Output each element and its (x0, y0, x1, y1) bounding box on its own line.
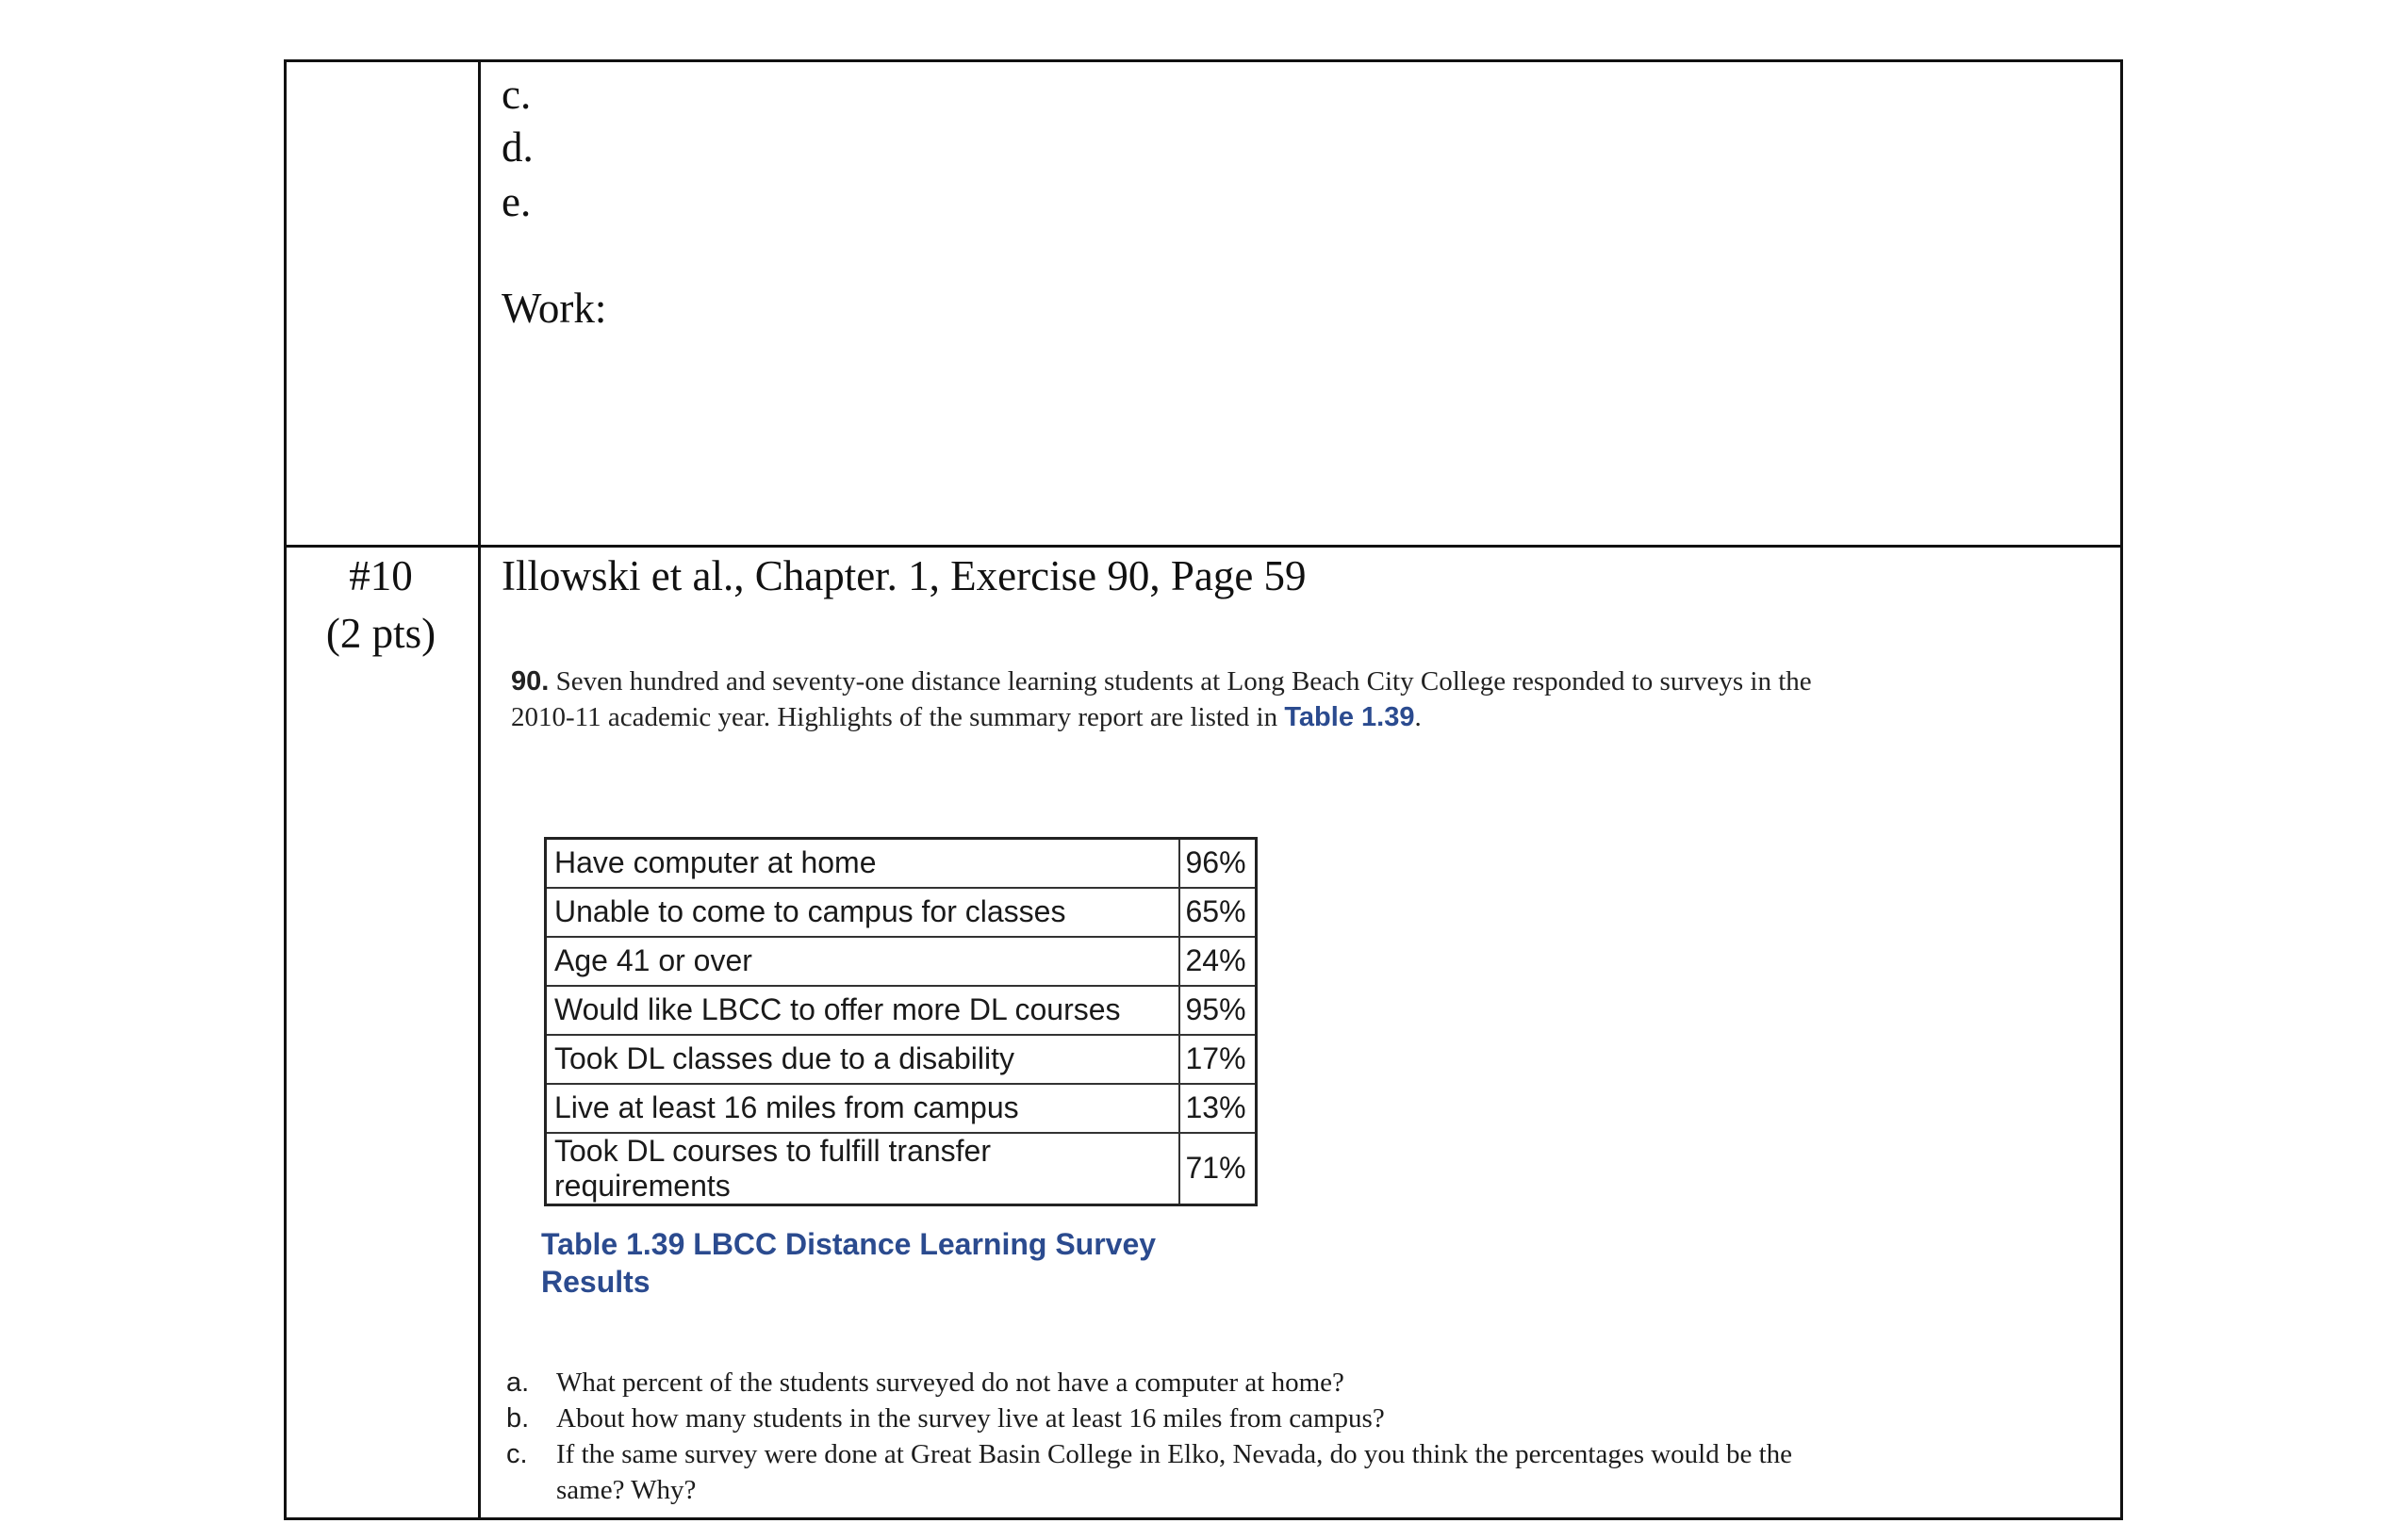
assignment-table (284, 59, 2123, 1520)
table-caption-line-1: Table 1.39 LBCC Distance Learning Survey (541, 1227, 1157, 1261)
question-letter: b. (506, 1403, 530, 1434)
exercise-sentence-2: 2010-11 academic year. Highlights of the summary report are listed in (511, 702, 1285, 732)
survey-table-row (546, 839, 1257, 888)
survey-table-row (546, 1035, 1257, 1084)
table-caption-line-2: Results (541, 1265, 650, 1299)
question-text: About how many students in the survey live at least 16 miles from campus? (556, 1403, 1385, 1434)
survey-item-percent: 17% (1179, 1035, 1257, 1084)
survey-item-label: Would like LBCC to offer more DL courses (546, 986, 1179, 1035)
textbook-reference: Illowski et al., Chapter. 1, Exercise 90, Page 59 (502, 552, 1307, 599)
table-caption (541, 1225, 1239, 1301)
answer-letter-d: d. (502, 123, 534, 171)
survey-table-row (546, 888, 1257, 937)
question-c-continued (506, 1472, 1958, 1508)
question-letter: c. (506, 1439, 528, 1469)
survey-item-label: Unable to come to campus for classes (546, 888, 1179, 937)
survey-table-row (546, 937, 1257, 986)
survey-item-percent: 13% (1179, 1084, 1257, 1133)
exercise-number: 90. (511, 666, 550, 696)
question-text: If the same survey were done at Great Basin College in Elko, Nevada, do you think the percentages would be the (556, 1439, 1793, 1469)
survey-item-percent: 71% (1179, 1133, 1257, 1205)
answer-letter-c: c. (502, 71, 532, 118)
exercise-sentence-1: Seven hundred and seventy-one distance learning students at Long Beach City College responded to surveys in the (549, 666, 1812, 696)
survey-item-percent: 96% (1179, 839, 1257, 888)
column-divider (478, 59, 481, 1520)
question-text-continued: same? Why? (556, 1475, 697, 1505)
row-divider (284, 545, 2123, 548)
survey-item-label: Live at least 16 miles from campus (546, 1084, 1179, 1133)
question-text: What percent of the students surveyed do not have a computer at home? (556, 1368, 1344, 1398)
table-reference-link[interactable]: Table 1.39 (1284, 702, 1415, 732)
question-c (506, 1436, 1958, 1472)
question-a (506, 1365, 1958, 1401)
survey-item-percent: 65% (1179, 888, 1257, 937)
survey-item-percent: 95% (1179, 986, 1257, 1035)
question-list (506, 1365, 1958, 1508)
survey-item-label: Took DL courses to fulfill transfer requirements (546, 1133, 1179, 1205)
answer-letter-e: e. (502, 178, 532, 225)
question-letter: a. (506, 1368, 530, 1398)
survey-item-label: Took DL classes due to a disability (546, 1035, 1179, 1084)
survey-table-row (546, 1133, 1257, 1205)
work-label: Work: (502, 285, 607, 332)
survey-item-percent: 24% (1179, 937, 1257, 986)
survey-item-label: Have computer at home (546, 839, 1179, 888)
survey-table-row (546, 986, 1257, 1035)
sentence-period: . (1414, 702, 1422, 732)
exercise-text-line-1 (511, 664, 1812, 700)
exercise-text-line-2 (511, 700, 1422, 736)
survey-table-row (546, 1084, 1257, 1133)
question-b (506, 1401, 1958, 1436)
survey-table (544, 837, 1258, 1206)
problem-points: (2 pts) (325, 610, 436, 657)
problem-number: #10 (349, 552, 413, 599)
survey-item-label: Age 41 or over (546, 937, 1179, 986)
